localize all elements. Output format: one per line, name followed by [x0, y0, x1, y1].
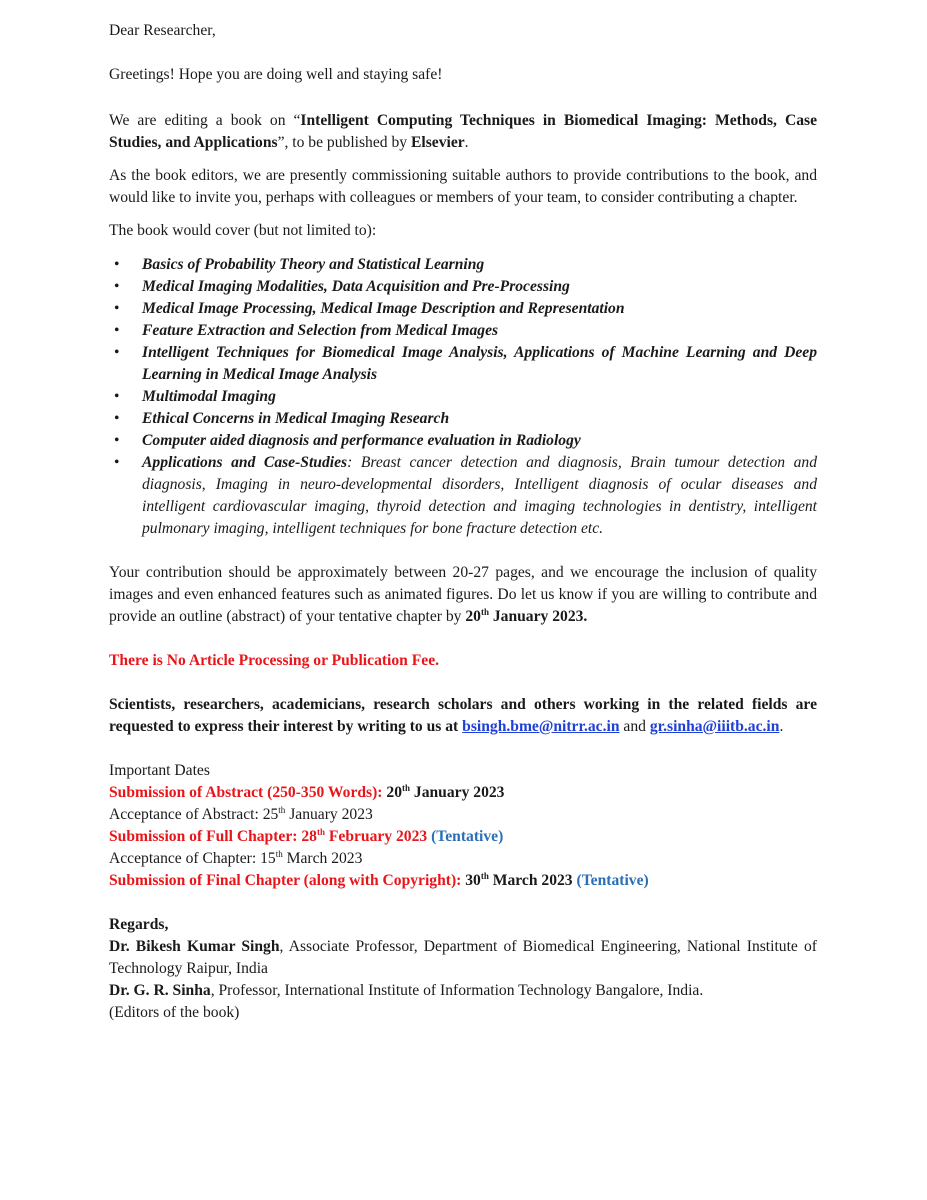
no-fee-notice: There is No Article Processing or Publication Fee. [109, 652, 440, 669]
list-item: • Feature Extraction and Selection from Medical Images [109, 320, 817, 342]
contribution-paragraph [109, 562, 817, 628]
list-item: • Basics of Probability Theory and Statistical Learning [109, 254, 817, 276]
date-final-chapter: Submission of Final Chapter (along with Copyright): 30th March 2023 (Tentative) [109, 870, 649, 889]
bullet-icon: • [114, 344, 120, 361]
intro-paragraph [109, 110, 817, 154]
editor-singh: Dr. Bikesh Kumar Singh, Associate Professor, Department of Biomedical Engineering, National Institute of Technology Raipur, India [109, 938, 817, 977]
letter [109, 20, 817, 1024]
intro-middle: ”, to be published by [277, 134, 411, 151]
list-item: • Medical Image Processing, Medical Image Description and Representation [109, 298, 817, 320]
email-link-sinha[interactable]: gr.sinha@iiitb.ac.in [649, 718, 780, 735]
signoff [109, 914, 817, 1024]
topic-detail: : Breast cancer detection and diagnosis, Brain tumour detection and diagnosis, Imaging in neuro-developmental disorders, Intelligent diagnosis of ocular diseases and intelligent cardiovascular imaging, thyroid detection and imaging technologies in dentistry, intelligent pulmonary imaging, intelligent techniques for bone fracture detection etc. [142, 454, 817, 537]
invitation-paragraph: As the book editors, we are presently commissioning suitable authors to provide contributions to the book, and would like to invite you, perhaps with colleagues or members of your team, to consider contributing a chapter. [109, 167, 817, 206]
list-item: • Applications and Case-Studies: Breast cancer detection and diagnosis, Brain tumour detection and diagnosis, Imaging in neuro-developmental disorders, Intelligent diagnosis of ocular diseases and intelligent cardiovascular imaging, thyroid detection and imaging technologies in dentistry, intelligent pulmonary imaging, intelligent techniques for bone fracture detection etc. [114, 454, 817, 537]
regards: Regards, [109, 916, 169, 933]
dates-heading: Important Dates [109, 762, 210, 779]
interest-text: Scientists, researchers, academicians, research scholars and others working in the related fields are requested to express their interest by writing to us at [109, 696, 817, 735]
list-item: • Medical Imaging Modalities, Data Acquisition and Pre-Processing [109, 276, 817, 298]
editor-sinha: Dr. G. R. Sinha, Professor, International Institute of Information Technology Bangalore, India. [109, 982, 704, 999]
list-item: • Intelligent Techniques for Biomedical Image Analysis, Applications of Machine Learning and Deep Learning in Medical Image Analysis [114, 344, 817, 383]
bullet-icon: • [114, 388, 120, 405]
salutation: Dear Researcher, [109, 22, 216, 39]
intro-prefix: We are editing a book on “ [109, 112, 301, 129]
list-item: • Multimodal Imaging [109, 386, 817, 408]
abstract-deadline: 20th January 2023. [465, 606, 588, 625]
list-item: • Computer aided diagnosis and performance evaluation in Radiology [109, 430, 817, 452]
publisher: Elsevier [410, 134, 465, 151]
list-item: • Ethical Concerns in Medical Imaging Research [109, 408, 817, 430]
bullet-icon: • [114, 410, 120, 427]
date-abstract-acceptance: Acceptance of Abstract: 25th January 2023 [109, 804, 373, 823]
bullet-icon: • [114, 278, 120, 295]
bullet-icon: • [114, 322, 120, 339]
editors-note: (Editors of the book) [109, 1004, 240, 1021]
intro-suffix: . [464, 134, 469, 151]
important-dates [109, 760, 817, 892]
email-link-singh[interactable]: bsingh.bme@nitrr.ac.in [462, 718, 620, 735]
date-abstract-submission: Submission of Abstract (250-350 Words): 20th January 2023 [109, 782, 505, 801]
interest-paragraph: Scientists, researchers, academicians, research scholars and others working in the related fields are requested to express their interest by writing to us at bsingh.bme@nitrr.ac.in and gr.sinha@iiitb.ac.in. [109, 696, 817, 735]
contribution-text: Your contribution should be approximately between 20-27 pages, and we encourage the inclusion of quality images and even enhanced features such as animated figures. Do let us know if you are willing to contribute and provide an outline (abstract) of your tentative chapter by [109, 564, 817, 625]
bullet-icon: • [114, 432, 120, 449]
date-full-chapter: Submission of Full Chapter: 28th February 2023 (Tentative) [109, 826, 504, 845]
bullet-icon: • [114, 256, 120, 273]
greeting: Greetings! Hope you are doing well and staying safe! [109, 66, 443, 83]
date-chapter-acceptance: Acceptance of Chapter: 15th March 2023 [109, 848, 363, 867]
bullet-icon: • [114, 300, 120, 317]
cover-heading: The book would cover (but not limited to): [109, 222, 377, 239]
book-title: Intelligent Computing Techniques in Biomedical Imaging: Methods, Case Studies, and Applications [109, 112, 817, 151]
bullet-icon: • [114, 454, 120, 471]
topics-list [109, 254, 817, 540]
